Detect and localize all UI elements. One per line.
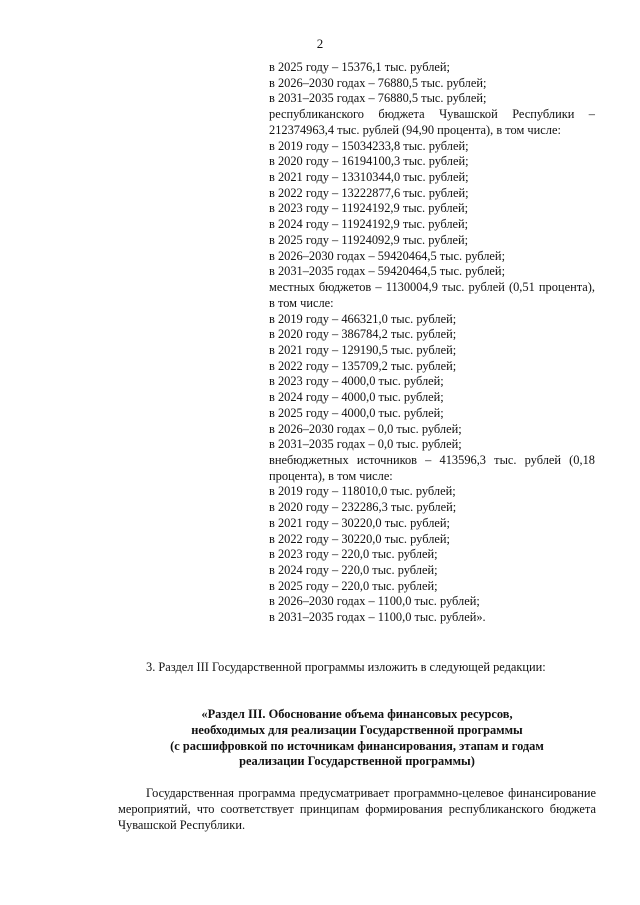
- amendment-item-3: 3. Раздел III Государственной программы изложить в следующей редакции:: [146, 660, 546, 674]
- funding-source-extrabudgetary: внебюджетных источников – 413596,3 тыс. рублей (0,18 процента), в том числе:: [269, 452, 595, 483]
- page-number: 2: [316, 36, 324, 51]
- funding-line: в 2026–2030 годах – 76880,5 тыс. рублей;: [269, 75, 487, 90]
- section-heading-line: «Раздел III. Обоснование объема финансовых ресурсов,: [201, 707, 513, 721]
- funding-line: в 2023 году – 11924192,9 тыс. рублей;: [269, 201, 469, 216]
- funding-line: в 2031–2035 годах – 76880,5 тыс. рублей;: [269, 91, 487, 106]
- funding-line: в 2021 году – 129190,5 тыс. рублей;: [269, 342, 457, 357]
- funding-line: в 2022 году – 30220,0 тыс. рублей;: [269, 531, 450, 546]
- funding-line: в 2031–2035 годах – 0,0 тыс. рублей;: [269, 437, 462, 452]
- funding-line: в 2019 году – 466321,0 тыс. рублей;: [269, 311, 457, 326]
- funding-line: в 2023 году – 220,0 тыс. рублей;: [269, 547, 438, 562]
- funding-line: в 2026–2030 годах – 1100,0 тыс. рублей;: [269, 594, 480, 609]
- funding-line: в 2024 году – 11924192,9 тыс. рублей;: [269, 217, 469, 232]
- section-heading-line: (с расшифровкой по источникам финансирования, этапам и годам: [170, 738, 544, 753]
- funding-line: в 2026–2030 годах – 0,0 тыс. рублей;: [269, 421, 462, 436]
- funding-line: в 2024 году – 4000,0 тыс. рублей;: [269, 390, 444, 405]
- funding-line: в 2025 году – 15376,1 тыс. рублей;: [269, 60, 450, 74]
- funding-line: в 2022 году – 135709,2 тыс. рублей;: [269, 358, 457, 373]
- funding-line: в 2025 году – 4000,0 тыс. рублей;: [269, 405, 444, 420]
- funding-breakdown: [269, 60, 595, 626]
- funding-line: в 2020 году – 386784,2 тыс. рублей;: [269, 327, 457, 342]
- funding-line: в 2022 году – 13222877,6 тыс. рублей;: [269, 185, 469, 200]
- funding-line: в 2020 году – 232286,3 тыс. рублей;: [269, 500, 457, 515]
- funding-line: в 2031–2035 годах – 1100,0 тыс. рублей».: [269, 610, 486, 625]
- funding-line: в 2020 году – 16194100,3 тыс. рублей;: [269, 154, 469, 169]
- funding-line: в 2023 году – 4000,0 тыс. рублей;: [269, 374, 444, 389]
- funding-line: в 2021 году – 30220,0 тыс. рублей;: [269, 515, 450, 530]
- funding-line: в 2019 году – 15034233,8 тыс. рублей;: [269, 138, 469, 153]
- funding-line: в 2024 году – 220,0 тыс. рублей;: [269, 563, 438, 577]
- funding-line: в 2031–2035 годах – 59420464,5 тыс. рублей;: [269, 264, 506, 279]
- section-heading: [118, 707, 596, 770]
- funding-line: в 2026–2030 годах – 59420464,5 тыс. рублей;: [269, 248, 506, 263]
- funding-line: в 2025 году – 11924092,9 тыс. рублей;: [269, 232, 469, 247]
- section-heading-line: реализации Государственной программы): [239, 754, 475, 769]
- section-heading-line: необходимых для реализации Государственной программы: [191, 722, 523, 737]
- funding-line: в 2025 году – 220,0 тыс. рублей;: [269, 578, 438, 593]
- funding-source-republican: республиканского бюджета Чувашской Республики – 212374963,4 тыс. рублей (94,90 процента), в том числе:: [269, 107, 595, 137]
- funding-source-local: местных бюджетов – 1130004,9 тыс. рублей (0,51 процента), в том числе:: [269, 280, 595, 310]
- body-paragraph: Государственная программа предусматривает программно-целевое финансирование мероприятий, что соответствует принципам формирования республиканского бюджета Чувашской Республики.: [118, 786, 596, 832]
- funding-line: в 2021 году – 13310344,0 тыс. рублей;: [269, 170, 469, 185]
- funding-line: в 2019 году – 118010,0 тыс. рублей;: [269, 484, 456, 499]
